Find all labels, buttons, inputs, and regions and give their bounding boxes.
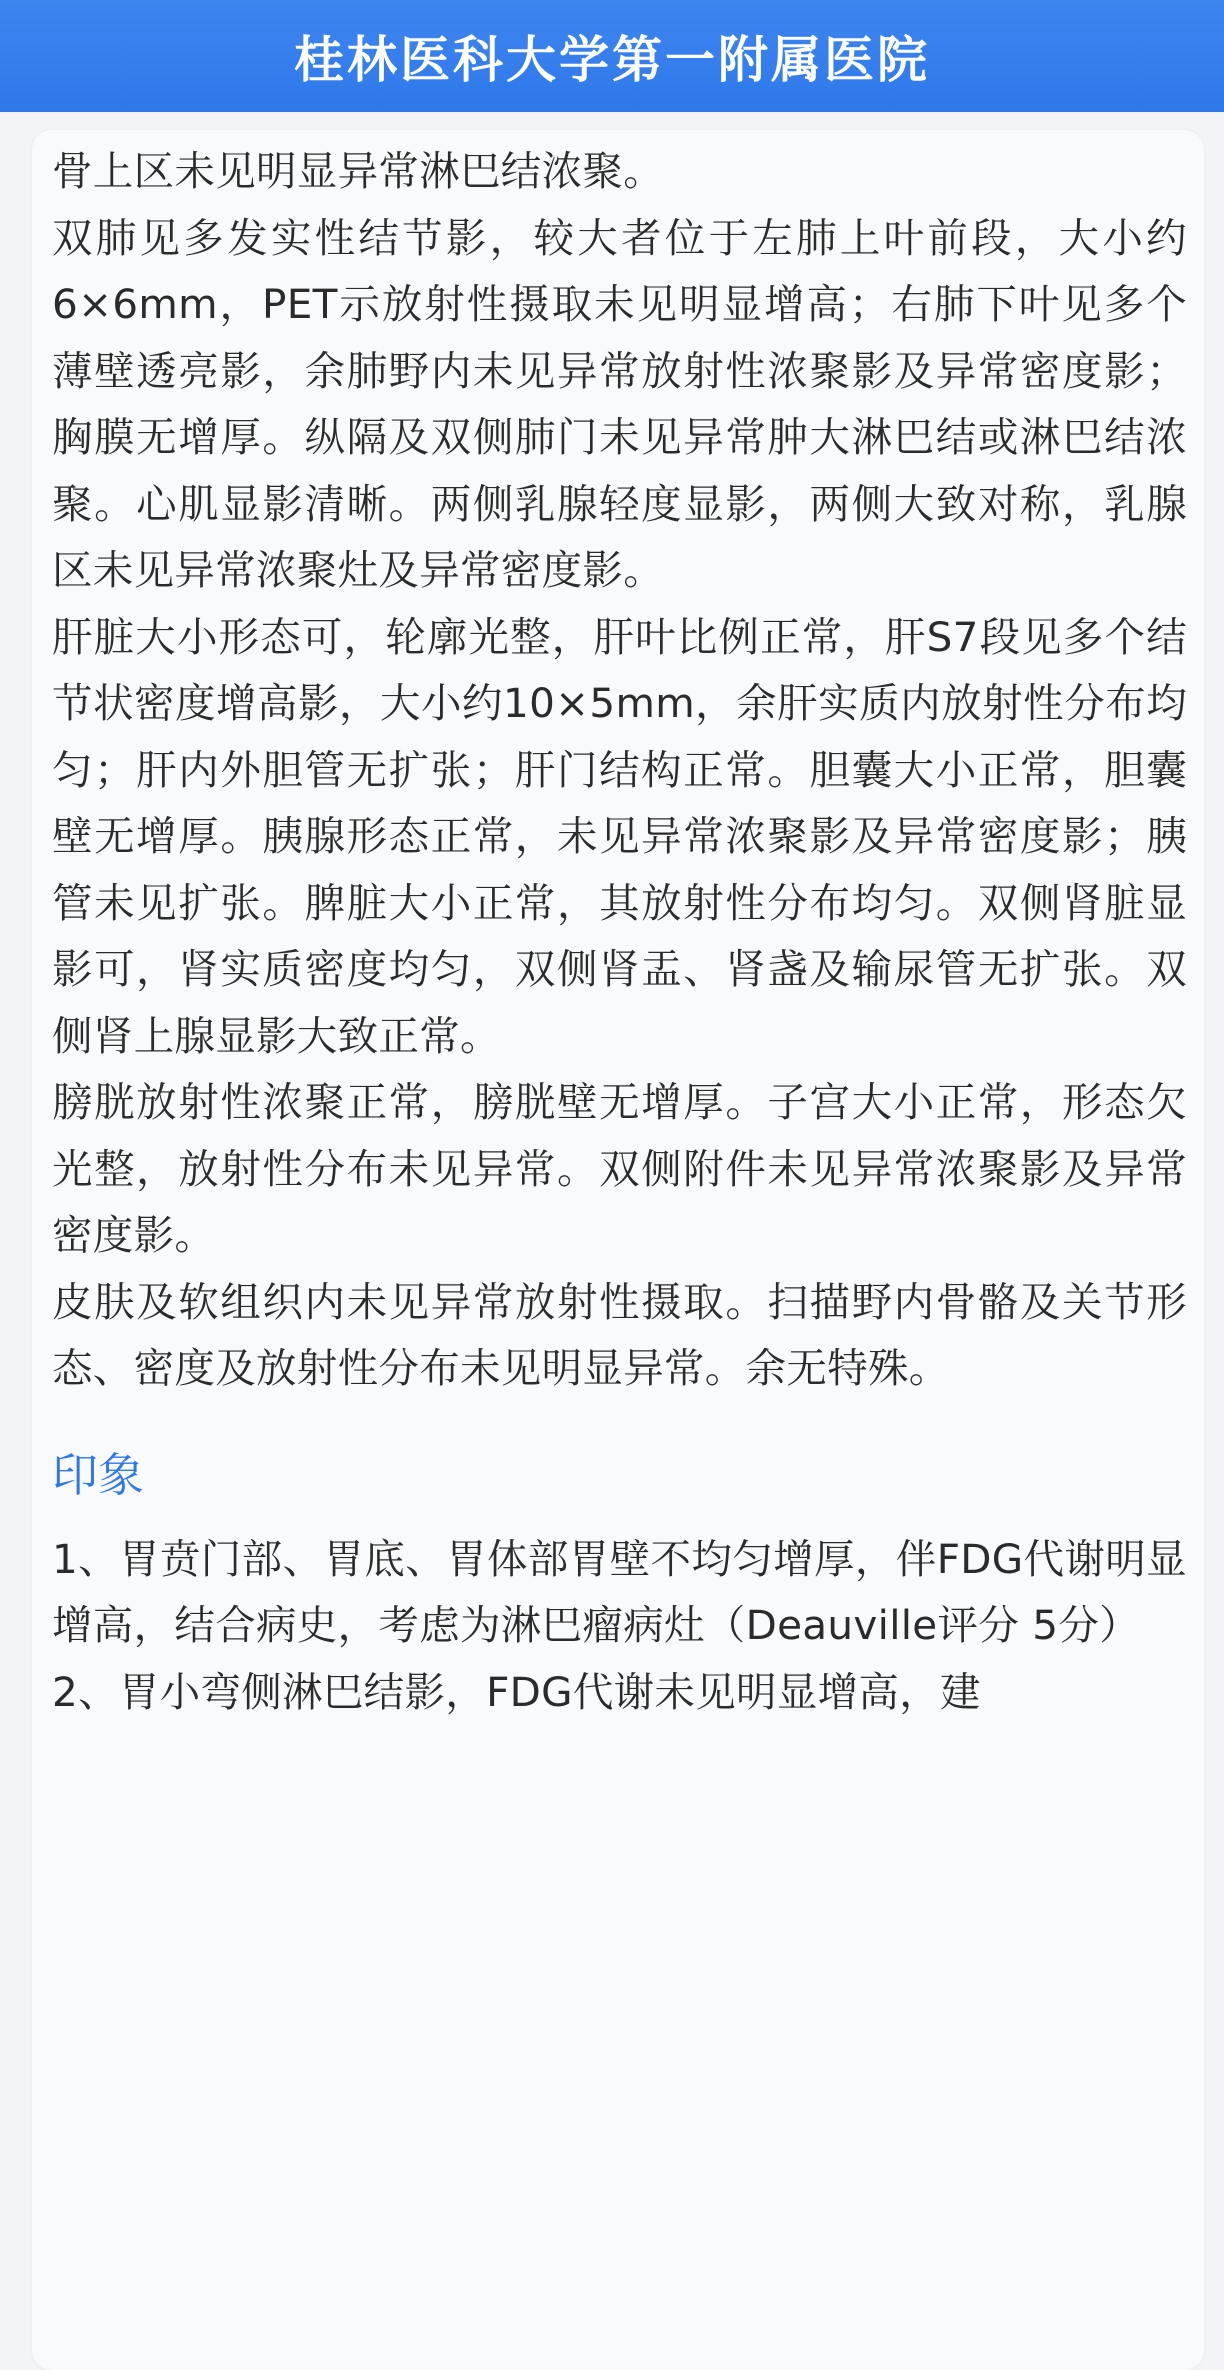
report-content [52, 138, 1187, 1725]
hospital-title: 桂林医科大学第一附属医院 [294, 31, 930, 89]
impression-heading: 印象 [52, 1447, 144, 1502]
impression-item: 1、胃贲门部、胃底、胃体部胃壁不均匀增厚，伴FDG代谢明显增高，结合病史，考虑为淋巴瘤病灶（Deauville评分 5分） [52, 1534, 1187, 1649]
app-header [0, 0, 1224, 112]
finding-paragraph: 双肺见多发实性结节影，较大者位于左肺上叶前段，大小约6×6mm，PET示放射性摄取未见明显增高；右肺下叶见多个薄壁透亮影，余肺野内未见异常放射性浓聚影及异常密度影；胸膜无增厚。纵隔及双侧肺门未见异常肿大淋巴结或淋巴结浓聚。心肌显影清晰。两侧乳腺轻度显影，两侧大致对称，乳腺区未见异常浓聚灶及异常密度影。 [52, 213, 1187, 594]
finding-paragraph: 膀胱放射性浓聚正常，膀胱壁无增厚。子宫大小正常，形态欠光整，放射性分布未见异常。双侧附件未见异常浓聚影及异常密度影。 [52, 1078, 1187, 1259]
finding-paragraph: 骨上区未见明显异常淋巴结浓聚。 [52, 147, 664, 195]
finding-paragraph: 皮肤及软组织内未见异常放射性摄取。扫描野内骨骼及关节形态、密度及放射性分布未见明显异常。余无特殊。 [52, 1277, 1187, 1392]
finding-paragraph: 肝脏大小形态可，轮廓光整，肝叶比例正常，肝S7段见多个结节状密度增高影，大小约10×5mm，余肝实质内放射性分布均匀；肝内外胆管无扩张；肝门结构正常。胆囊大小正常，胆囊壁无增厚。胰腺形态正常，未见异常浓聚影及异常密度影；胰管未见扩张。脾脏大小正常，其放射性分布均匀。双侧肾脏显影可，肾实质密度均匀，双侧肾盂、肾盏及输尿管无扩张。双侧肾上腺显影大致正常。 [52, 612, 1187, 1060]
impression-item: 2、胃小弯侧淋巴结影，FDG代谢未见明显增高，建 [52, 1667, 981, 1716]
